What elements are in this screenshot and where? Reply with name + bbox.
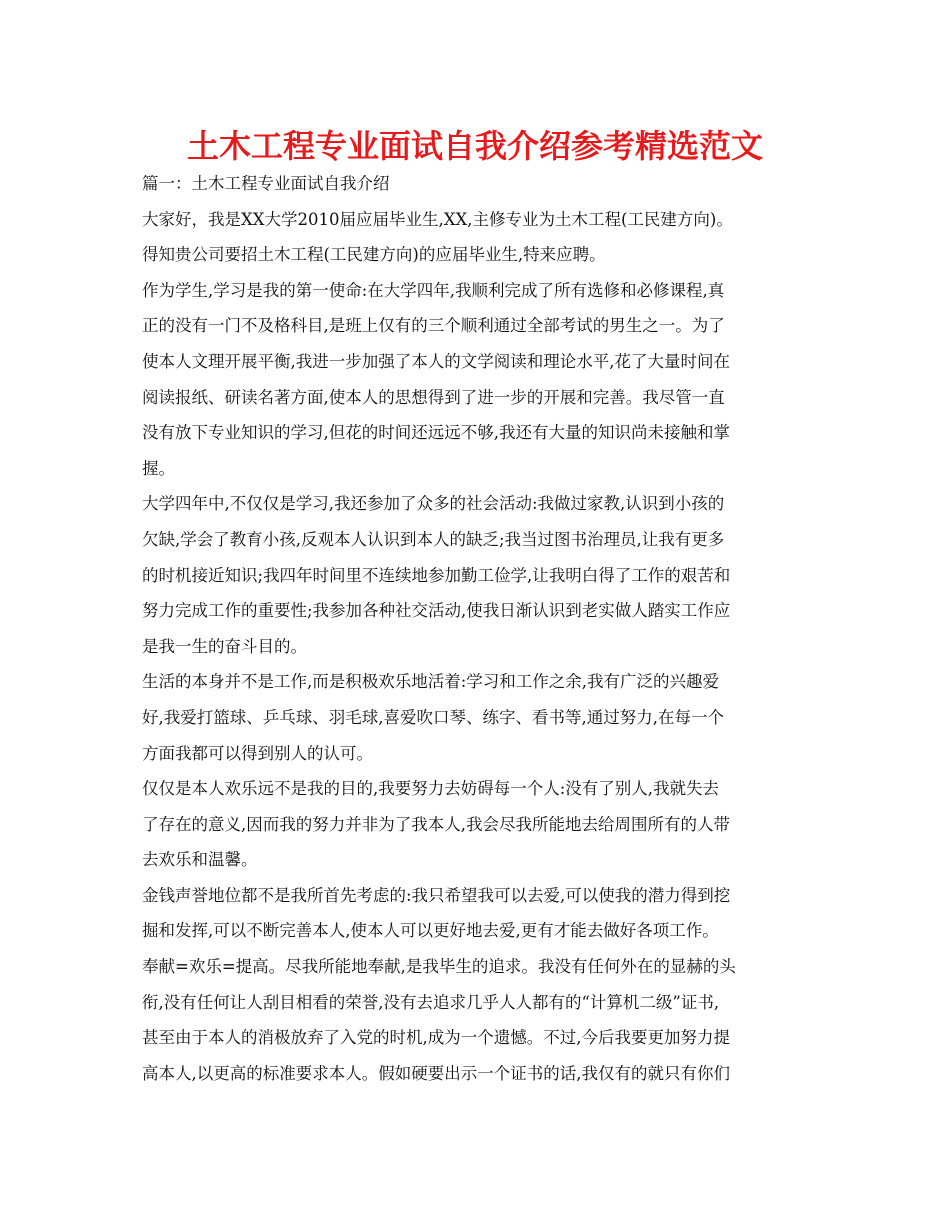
text-line: 的时机接近知识;我四年时间里不连续地参加勤工俭学,让我明白得了工作的艰苦和 <box>142 565 731 585</box>
text-line: 甚至由于本人的消极放弃了入党的时机,成为一个遗憾。不过,今后我要更加努力提 <box>142 1028 730 1048</box>
text-line: 大学四年中,不仅仅是学习,我还参加了众多的社会活动:我做过家教,认识到小孩的 <box>142 494 725 514</box>
text-line: 没有放下专业知识的学习,但花的时间还远远不够,我还有大量的知识尚未接触和掌 <box>142 423 730 443</box>
document-title: 土木工程专业面试自我介绍参考精选范文 <box>186 127 763 165</box>
text-line: 好,我爱打篮球、乒乓球、羽毛球,喜爱吹口琴、练字、看书等,通过努力,在每一个 <box>142 707 724 727</box>
text-line: 仅仅是本人欢乐远不是我的目的,我要努力去妨碍每一个人:没有了别人,我就失去 <box>142 779 720 799</box>
text-line: 作为学生,学习是我的第一使命:在大学四年,我顺利完成了所有选修和必修课程,真 <box>142 280 725 300</box>
text-line: 了存在的意义,因而我的努力并非为了我本人,我会尽我所能地去给周围所有的人带 <box>142 814 730 834</box>
text-line: 高本人,以更高的标准要求本人。假如硬要出示一个证书的话,我仅有的就只有你们 <box>142 1063 730 1083</box>
text-line: 欠缺,学会了教育小孩,反观本人认识到本人的缺乏;我当过图书治理员,让我有更多 <box>142 529 725 549</box>
text-line: 正的没有一门不及格科目,是班上仅有的三个顺利通过全部考试的男生之一。为了 <box>142 316 725 336</box>
text-line: 是我一生的奋斗目的。 <box>142 636 307 656</box>
text-line: 使本人文理开展平衡,我进一步加强了本人的文学阅读和理论水平,花了大量时间在 <box>142 351 730 371</box>
text-line: 努力完成工作的重要性;我参加各种社交活动,使我日渐认识到老实做人踏实工作应 <box>142 601 731 621</box>
text-line: 金钱声誉地位都不是我所首先考虑的:我只希望我可以去爱,可以使我的潜力得到挖 <box>142 885 731 905</box>
text-line: 握。 <box>142 458 175 478</box>
text-line: 去欢乐和温馨。 <box>142 850 258 870</box>
text-line: 生活的本身并不是工作,而是积极欢乐地活着:学习和工作之余,我有广泛的兴趣爱 <box>142 672 720 692</box>
text-line: 篇一：土木工程专业面试自我介绍 <box>142 174 390 193</box>
text-line: 衔,没有任何让人刮目相看的荣誉,没有去追求几乎人人都有的“计算机二级”证书, <box>142 992 720 1012</box>
document-body <box>142 166 814 1091</box>
text-line: 大家好，我是XX大学2010届应届毕业生,XX,主修专业为土木工程(工民建方向)。 <box>142 209 733 229</box>
text-line: 方面我都可以得到别人的认可。 <box>142 743 373 763</box>
text-line: 得知贵公司要招土木工程(工民建方向)的应届毕业生,特来应聘。 <box>142 245 606 265</box>
text-line: 奉献=欢乐=提高。尽我所能地奉献,是我毕生的追求。我没有任何外在的显赫的头 <box>142 957 736 977</box>
text-line: 掘和发挥,可以不断完善本人,使本人可以更好地去爱,更有才能去做好各项工作。 <box>142 921 719 941</box>
text-line: 阅读报纸、研读名著方面,使本人的思想得到了进一步的开展和完善。我尽管一直 <box>142 387 725 407</box>
